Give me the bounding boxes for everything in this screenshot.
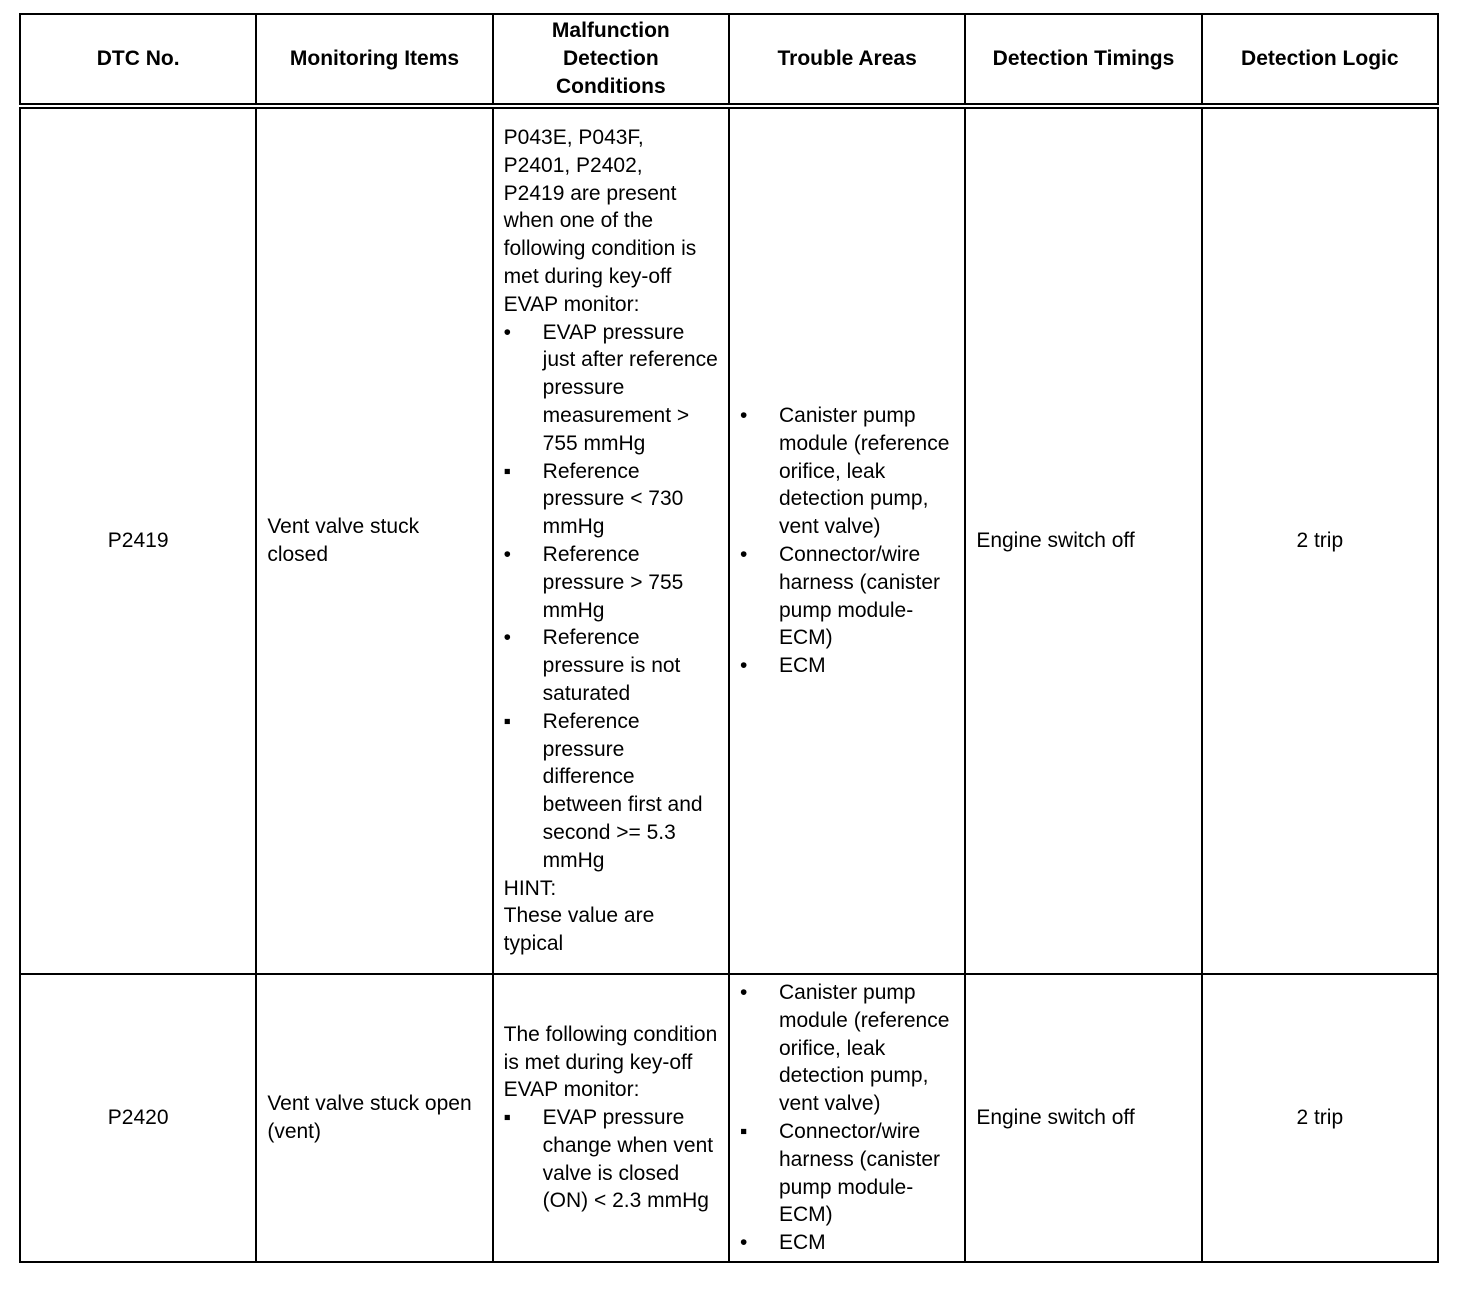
bullet-icon: ▪ bbox=[503, 1106, 512, 1130]
conditions-intro-line: P2419 are present when one of the following condition is met during key-off EVAP monitor: bbox=[503, 181, 697, 316]
dtc-table bbox=[19, 13, 1439, 1263]
list-item bbox=[504, 458, 718, 541]
trouble-areas bbox=[729, 974, 965, 1262]
trouble-text: ECM bbox=[778, 654, 826, 678]
bullet-icon: • bbox=[739, 654, 748, 678]
bullet-icon: • bbox=[739, 543, 748, 566]
condition-text: Reference pressure > 755 mmHg bbox=[542, 543, 684, 622]
bullet-icon: ▪ bbox=[503, 459, 512, 483]
trouble-text: Connector/wire harness (canister pump module-ECM) bbox=[778, 1120, 941, 1227]
header-trouble-areas: Trouble Areas bbox=[729, 14, 965, 106]
condition-text: Reference pressure difference between first and second >= 5.3 mmHg bbox=[542, 709, 703, 872]
monitoring-item: Vent valve stuck open (vent) bbox=[256, 974, 492, 1262]
conditions-intro-line: The following condition is met during key-off EVAP monitor: bbox=[503, 1022, 718, 1102]
header-malfunction-conditions: Malfunction Detection Conditions bbox=[493, 14, 729, 106]
trouble-list bbox=[740, 979, 954, 1257]
bullet-icon: • bbox=[503, 320, 512, 344]
trouble-text: Canister pump module (reference orifice, leak detection pump, vent valve) bbox=[778, 404, 950, 539]
trouble-areas bbox=[729, 106, 965, 974]
hint-label: HINT: bbox=[503, 876, 557, 900]
trouble-text: Canister pump module (reference orifice, leak detection pump, vent valve) bbox=[778, 981, 950, 1116]
condition-text: EVAP pressure just after reference pressure measurement > 755 mmHg bbox=[542, 320, 718, 455]
condition-text: Reference pressure < 730 mmHg bbox=[542, 459, 684, 539]
bullet-icon: • bbox=[739, 1231, 748, 1255]
dtc-code: P2419 bbox=[20, 106, 256, 974]
trouble-list bbox=[740, 402, 954, 680]
condition-text: Reference pressure is not saturated bbox=[542, 626, 681, 705]
detection-conditions bbox=[493, 106, 729, 974]
list-item bbox=[740, 1229, 954, 1257]
bullet-icon: • bbox=[503, 626, 512, 650]
table-row bbox=[20, 974, 1438, 1262]
list-item bbox=[740, 652, 954, 680]
condition-text: EVAP pressure change when vent valve is closed (ON) < 2.3 mmHg bbox=[542, 1106, 714, 1213]
detection-conditions bbox=[493, 974, 729, 1262]
hint-text: These value are typical bbox=[503, 904, 655, 956]
list-item bbox=[504, 624, 718, 707]
list-item bbox=[740, 979, 954, 1118]
bullet-icon: • bbox=[503, 543, 512, 566]
conditions-list bbox=[504, 1104, 718, 1215]
header-dtc-no: DTC No. bbox=[20, 14, 256, 106]
bullet-icon: ▪ bbox=[503, 709, 512, 733]
table-row bbox=[20, 106, 1438, 974]
detection-timing: Engine switch off bbox=[965, 106, 1201, 974]
monitoring-item: Vent valve stuck closed bbox=[256, 106, 492, 974]
list-item bbox=[740, 402, 954, 541]
bullet-icon: ▪ bbox=[739, 1120, 748, 1143]
list-item bbox=[740, 541, 954, 652]
header-detection-logic: Detection Logic bbox=[1202, 14, 1438, 106]
list-item bbox=[504, 1104, 718, 1215]
header-detection-timings: Detection Timings bbox=[965, 14, 1201, 106]
bullet-icon: • bbox=[739, 404, 748, 428]
dtc-code: P2420 bbox=[20, 974, 256, 1262]
header-row bbox=[20, 14, 1438, 106]
list-item bbox=[504, 319, 718, 458]
header-monitoring-items: Monitoring Items bbox=[256, 14, 492, 106]
bullet-icon: • bbox=[739, 981, 748, 1005]
detection-logic: 2 trip bbox=[1202, 974, 1438, 1262]
conditions-intro-line: P2401, P2402, bbox=[503, 153, 643, 177]
conditions-list bbox=[504, 319, 718, 875]
list-item bbox=[504, 541, 718, 624]
conditions-intro-line: P043E, P043F, bbox=[503, 126, 644, 150]
list-item bbox=[740, 1118, 954, 1229]
list-item bbox=[504, 708, 718, 875]
detection-logic: 2 trip bbox=[1202, 106, 1438, 974]
trouble-text: ECM bbox=[778, 1231, 826, 1255]
detection-timing: Engine switch off bbox=[965, 974, 1201, 1262]
trouble-text: Connector/wire harness (canister pump module-ECM) bbox=[778, 543, 941, 650]
